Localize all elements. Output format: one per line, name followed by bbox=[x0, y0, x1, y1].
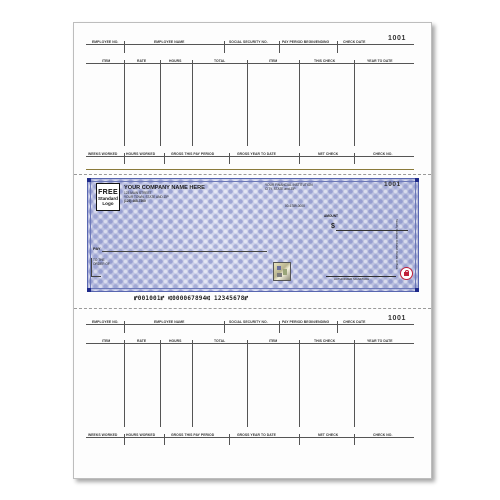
bank-city: CITY, STATE and ZIP bbox=[265, 187, 296, 191]
label-employee-no-b: EMPLOYEE NO. bbox=[92, 320, 119, 324]
label-ytd: YEAR TO DATE bbox=[367, 59, 393, 63]
label-ssn: SOCIAL SECURITY NO. bbox=[229, 40, 268, 44]
payroll-check-sheet bbox=[73, 22, 432, 479]
label-hours-b: HOURS bbox=[169, 339, 182, 343]
label-rate: RATE bbox=[137, 59, 147, 63]
hologram-icon bbox=[273, 262, 291, 281]
label-this-check-b: THIS CHECK bbox=[314, 339, 336, 343]
label-ytd-b: YEAR TO DATE bbox=[367, 339, 393, 343]
label-weeks-worked: WEEKS WORKED bbox=[88, 152, 118, 156]
label-item-2-b: ITEM bbox=[269, 339, 278, 343]
bottom-stub-check-number: 1001 bbox=[388, 315, 406, 322]
label-gross-ytd: GROSS YEAR TO DATE bbox=[237, 152, 276, 156]
top-stub-check-number: 1001 bbox=[388, 35, 406, 42]
label-net-check-b: NET CHECK bbox=[318, 433, 339, 437]
security-features-note: Security Features Included. Details on Back. bbox=[395, 219, 398, 271]
company-phone: (123) 465-7200 bbox=[124, 199, 146, 203]
micr-line: ⑈001001⑈ ⑆000067894⑆ 12345678⑈ bbox=[134, 295, 249, 302]
label-net-check: NET CHECK bbox=[318, 152, 339, 156]
bank-name: YOUR FINANCIAL INSTITUTION bbox=[265, 183, 313, 187]
label-pay-period-b: PAY PERIOD BEGIN/ENDING bbox=[282, 320, 330, 324]
label-item-b: ITEM bbox=[102, 339, 111, 343]
label-check-no-b: CHECK NO. bbox=[373, 433, 393, 437]
amount-label: AMOUNT bbox=[324, 214, 338, 218]
padlock-icon bbox=[400, 267, 413, 280]
company-logo: FREE Standard Logo bbox=[96, 183, 120, 211]
label-total-b: TOTAL bbox=[214, 339, 226, 343]
label-gross-this-period-b: GROSS THIS PAY PERIOD bbox=[171, 433, 215, 437]
label-total: TOTAL bbox=[214, 59, 226, 63]
company-street: 123 MAIN STREET bbox=[124, 191, 152, 195]
label-weeks-worked-b: WEEKS WORKED bbox=[88, 433, 118, 437]
company-city: YOUR TOWN, STATE AND ZIP bbox=[124, 195, 169, 199]
label-check-date-b: CHECK DATE bbox=[343, 320, 366, 324]
order-of-label: ORDER OF bbox=[93, 262, 110, 266]
routing-fraction: 00-6789-0000 bbox=[285, 204, 305, 208]
to-the-label: TO THE bbox=[93, 258, 105, 262]
label-this-check: THIS CHECK bbox=[314, 59, 336, 63]
dollar-sign: $ bbox=[331, 223, 335, 230]
label-rate-b: RATE bbox=[137, 339, 147, 343]
label-ssn-b: SOCIAL SECURITY NO. bbox=[229, 320, 268, 324]
label-gross-ytd-b: GROSS YEAR TO DATE bbox=[237, 433, 276, 437]
check-number: 1001 bbox=[384, 181, 401, 188]
pay-label: PAY bbox=[93, 246, 101, 251]
label-employee-name-b: EMPLOYEE NAME bbox=[154, 320, 185, 324]
authorized-signature-label: AUTHORIZED SIGNATURE bbox=[334, 277, 370, 281]
label-item-2: ITEM bbox=[269, 59, 278, 63]
check-body bbox=[87, 178, 419, 292]
label-hours-worked-b: HOURS WORKED bbox=[126, 433, 156, 437]
label-gross-this-period: GROSS THIS PAY PERIOD bbox=[171, 152, 215, 156]
label-pay-period: PAY PERIOD BEGIN/ENDING bbox=[282, 40, 330, 44]
label-employee-name: EMPLOYEE NAME bbox=[154, 40, 185, 44]
label-employee-no: EMPLOYEE NO. bbox=[92, 40, 119, 44]
label-check-date: CHECK DATE bbox=[343, 40, 366, 44]
label-hours-worked: HOURS WORKED bbox=[126, 152, 156, 156]
company-name: YOUR COMPANY NAME HERE bbox=[124, 185, 205, 191]
label-check-no: CHECK NO. bbox=[373, 152, 393, 156]
label-hours: HOURS bbox=[169, 59, 182, 63]
label-item: ITEM bbox=[102, 59, 111, 63]
